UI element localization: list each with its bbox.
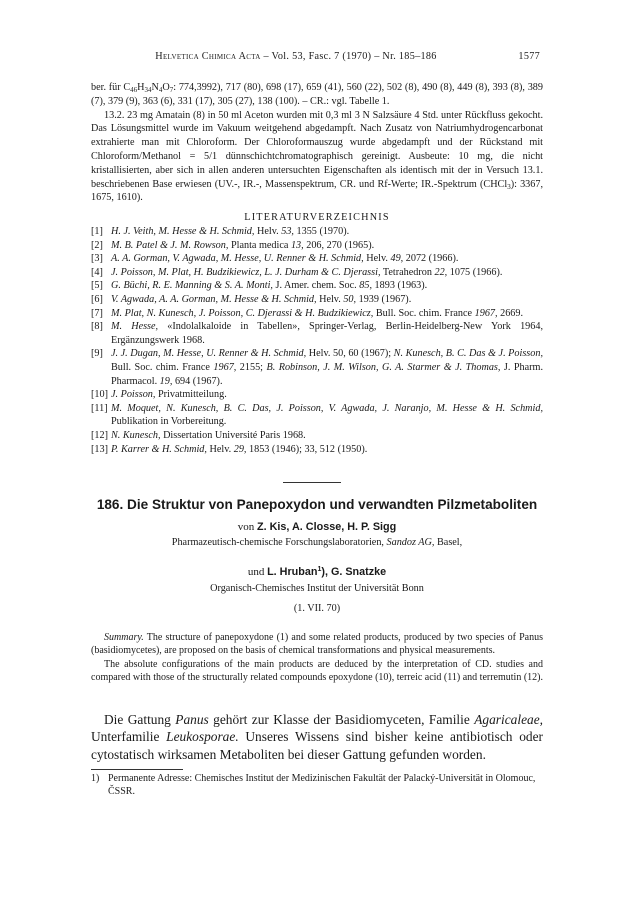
affiliation-bonn: Organisch-Chemisches Institut der Universität Bonn xyxy=(210,583,424,594)
footnote xyxy=(91,772,543,798)
reference-item: [2] M. B. Patel & J. M. Rowson, Planta medica 13, 206, 270 (1965). xyxy=(91,239,375,251)
reference-item: [8] M. Hesse, «Indolalkaloide in Tabellen», Springer-Verlag, Berlin-Heidelberg-New York 1964, Ergänzungswerk 1968. xyxy=(91,321,543,346)
running-head-text xyxy=(92,51,500,62)
reference-item: [1] H. J. Veith, M. Hesse & H. Schmid, Helv. 53, 1355 (1970). xyxy=(91,226,350,237)
reference-item: [4] J. Poisson, M. Plat, H. Budzikiewicz, L. J. Durham & C. Djerassi, Tetrahedron 22, 1075 (1966). xyxy=(91,266,503,278)
body-text xyxy=(91,711,543,763)
reference-item: [10] J. Poisson, Privatmitteilung. xyxy=(91,389,227,401)
reference-item: [5] G. Büchi, R. E. Manning & S. A. Monti, J. Amer. chem. Soc. 85, 1893 (1963). xyxy=(91,280,428,292)
running-head xyxy=(92,51,540,65)
summary xyxy=(91,631,543,685)
article-title: 186. Die Struktur von Panepoxydon und verwandten Pilzmetaboliten xyxy=(96,497,538,512)
reference-item: [12] N. Kunesch, Dissertation Université Paris 1968. xyxy=(91,429,306,441)
references-heading: LITERATURVERZEICHNIS xyxy=(244,212,390,223)
author-line-2: und L. Hruban$^1$), G. Snatzke xyxy=(247,566,387,578)
section-divider xyxy=(283,482,341,483)
author-line-1: von Z. Kis, A. Closse, H. P. Sigg xyxy=(237,521,397,533)
reference-list xyxy=(91,225,543,456)
reference-item: [9] J. J. Dugan, M. Hesse, U. Renner & H. Schmid, Helv. 50, 60 (1967); N. Kunesch, B. C. Das & J. Poisson, Bull. Soc. chim. France 1967, 2155; B. Robinson, J. M. Wilson, G. A. Starmer & J. Thomas, J. Pharm. Pharmacol. 19, 694 (1967). xyxy=(91,348,544,387)
received-date: (1. VII. 70) xyxy=(293,603,341,614)
reference-item: [3] A. A. Gorman, V. Agwada, M. Hesse, U. Renner & H. Schmid, Helv. 49, 2072 (1966). xyxy=(91,253,459,265)
intro-paragraph: Die Gattung Panus gehört zur Klasse der Basidiomyceten, Familie Agaricaleae, Unterfamilie Leukosporae. Unseres Wissens sind bisher keine antibiotisch oder cytostatisch wirksamen Metaboliten bei dieser Gattung gefunden worden. xyxy=(91,712,543,762)
reference-item: [13] P. Karrer & H. Schmid, Helv. 29, 1853 (1946); 33, 512 (1950). xyxy=(91,443,368,455)
summary-paragraph-2: The absolute configurations of the main products are deduced by the interpretation of CD. studies and compared with those of the structurally related compounds epoxydone (10), terreic acid (11) and terremutin (12). xyxy=(91,658,543,684)
procedure-paragraph: 13.2. 23 mg Amatain (8) in 50 ml Aceton wurden mit 0,3 ml 3 N Salzsäure 4 Std. unter Rückfluss gekocht. Das Lösungsmittel wurde im Vakuum weitgehend abgedampft. Nach Zusatz von Natriumhydrogencarbonat extrahierte man mit Chloroform. Der Chloroformauszug wurde abgedampft und der Rückstand mit Chloroform/Methanol = 5/1 dünnschichtchromatographisch gereinigt. Ausbeute: 10 mg, die nicht kristallisierten, aber sich in allen anderen untersuchten Eigenschaften als identisch mit der in Versuch 13.1. beschriebenen Base erwiesen (UV.-, IR.-, Massenspektrum, CR. und Rf-Werte; IR.-Spektrum (CHCl$_3$): 3367, 1675, 1610). xyxy=(91,109,543,204)
journal-name: Helvetica Chimica Acta xyxy=(155,51,261,62)
footnote-text: Permanente Adresse: Chemisches Institut der Medizinischen Fakultät der Palacký-Universität in Olomouc, ČSSR. xyxy=(108,773,536,798)
footnote-rule xyxy=(91,769,183,770)
experimental-text xyxy=(91,81,543,205)
page-number: 1577 xyxy=(518,51,540,62)
summary-paragraph-1: Summary. The structure of panepoxydone (1) and some related products, produced by two species of Panus (basidiomycetes), are proposed on the basis of chemical transformations and physical measurements. xyxy=(91,632,543,657)
affiliation-sandoz: Pharmazeutisch-chemische Forschungslaboratorien, Sandoz AG, Basel, xyxy=(171,537,463,548)
reference-item: [11] M. Moquet, N. Kunesch, B. C. Das, J. Poisson, V. Agwada, J. Naranjo, M. Hesse & H. Schmid, Publikation in Vorbereitung. xyxy=(91,402,543,428)
footnote-mark: 1) xyxy=(91,773,100,784)
reference-item: [6] V. Agwada, A. A. Gorman, M. Hesse & H. Schmid, Helv. 50, 1939 (1967). xyxy=(91,293,412,305)
mass-spec-paragraph: ber. für $C_{46}H_{34}N_4O_7$: 774,3992), 717 (80), 698 (17), 659 (41), 560 (22), 502 (8), 490 (8), 449 (8), 393 (8), 389 (7), 379 (9), 363 (6), 331 (17), 305 (27), 138 (100). – CR.: vgl. Tabelle 1. xyxy=(91,82,543,107)
reference-item: [7] M. Plat, N. Kunesch, J. Poisson, C. Djerassi & H. Budzikiewicz, Bull. Soc. chim. France 1967, 2669. xyxy=(91,307,524,319)
issue-details: – Vol. 53, Fasc. 7 (1970) – Nr. 185–186 xyxy=(263,51,437,62)
